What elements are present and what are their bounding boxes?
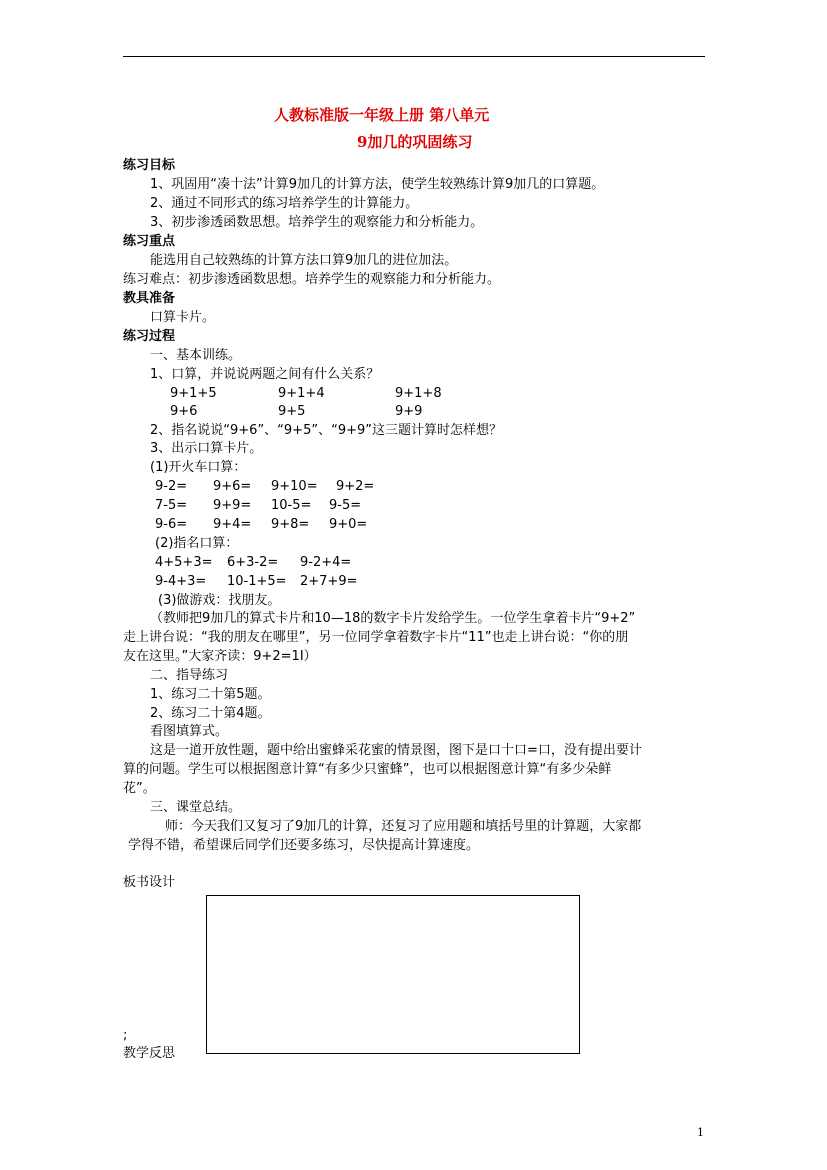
expression: 9+1+4 xyxy=(278,386,325,401)
expression: 9+1+5 xyxy=(170,386,217,401)
expression: 10-1+5= xyxy=(227,574,287,589)
expression: 9+2= xyxy=(336,479,375,494)
expression: 9-2= xyxy=(155,479,188,494)
expression: 9+0= xyxy=(329,517,368,532)
tools-heading: 教具准备 xyxy=(123,291,176,306)
board-design-label: 板书设计 xyxy=(123,875,176,890)
semicolon-mark: ; xyxy=(123,1028,128,1043)
game-text: （教师把9加几的算式卡片和10—18的数字卡片发给学生。一位学生拿着卡片“9+2” xyxy=(150,611,636,626)
game-text: 走上讲台说：“我的朋友在哪里”，另一位同学拿着数字卡片“11”也走上讲台说：“你的朋 xyxy=(123,630,629,645)
expression: 9+6= xyxy=(213,479,252,494)
expression: 9-6= xyxy=(155,517,188,532)
expression: 9+9 xyxy=(395,404,423,419)
focus-heading: 练习重点 xyxy=(123,234,176,249)
tools-text: 口算卡片。 xyxy=(150,310,216,325)
expression: 9+1+8 xyxy=(395,386,442,401)
expression: 9-2+4= xyxy=(300,555,352,570)
doc-title: 人教标准版一年级上册 第八单元 xyxy=(274,106,490,124)
process-heading: 练习过程 xyxy=(123,329,176,344)
summary-text: 学得不错，希望课后同学们还要多练习，尽快提高计算速度。 xyxy=(128,838,480,853)
open-question-text: 算的问题。学生可以根据图意计算“有多少只蜜蜂”，也可以根据图意计算“有多少朵鲜 xyxy=(123,762,612,777)
game-text: 友在这里。”大家齐读：9+2=1I） xyxy=(123,649,317,664)
summary-text: 师：今天我们又复习了9加几的计算，还复习了应用题和填括号里的计算题，大家都 xyxy=(165,819,642,834)
section-summary: 三、课堂总结。 xyxy=(150,800,242,815)
question-1: 1、口算，并说说两题之间有什么关系？ xyxy=(150,367,380,382)
goal-item: 2、通过不同形式的练习培养学生的计算能力。 xyxy=(150,196,419,211)
practice-item: 1、练习二十第5题。 xyxy=(150,687,271,702)
expression: 9+6 xyxy=(170,404,198,419)
page-number: 1 xyxy=(697,1126,704,1139)
goal-item: 1、巩固用“凑十法”计算9加几的计算方法，使学生较熟练计算9加几的口算题。 xyxy=(150,177,605,192)
focus-text: 能选用自己较熟练的计算方法口算9加几的进位加法。 xyxy=(150,253,458,268)
named-heading: (2)指名口算： xyxy=(155,536,239,551)
board-design-box xyxy=(206,895,580,1054)
expression: 9+8= xyxy=(271,517,310,532)
expression: 9+4= xyxy=(213,517,252,532)
section-basic-training: 一、基本训练。 xyxy=(150,348,242,363)
goal-item: 3、初步渗透函数思想。培养学生的观察能力和分析能力。 xyxy=(150,215,484,230)
game-heading: (3)做游戏：找朋友。 xyxy=(158,593,281,608)
expression: 9+5 xyxy=(278,404,306,419)
expression: 7-5= xyxy=(155,498,188,513)
expression: 9+10= xyxy=(271,479,318,494)
goal-heading: 练习目标 xyxy=(123,158,176,173)
doc-subtitle: 9加几的巩固练习 xyxy=(357,133,473,151)
question-3: 3、出示口算卡片。 xyxy=(150,441,263,456)
section-guided-practice: 二、指导练习 xyxy=(150,668,229,683)
train-heading: (1)开火车口算： xyxy=(150,460,247,475)
expression: 6+3-2= xyxy=(227,555,279,570)
open-question-text: 这是一道开放性题，题中给出蜜蜂采花蜜的情景图，图下是口十口=口，没有提出要计 xyxy=(150,743,642,758)
open-question-text: 花”。 xyxy=(123,781,156,796)
expression: 9-4+3= xyxy=(155,574,207,589)
practice-item: 2、练习二十第4题。 xyxy=(150,706,271,721)
header-rule xyxy=(123,56,705,57)
look-fill-text: 看图填算式。 xyxy=(150,724,229,739)
difficulty-text: 练习难点：初步渗透函数思想。培养学生的观察能力和分析能力。 xyxy=(123,272,501,287)
expression: 2+7+9= xyxy=(300,574,358,589)
expression: 10-5= xyxy=(271,498,312,513)
reflection-label: 教学反思 xyxy=(123,1046,176,1061)
question-2: 2、指名说说“9+6”、“9+5”、“9+9”这三题计算时怎样想？ xyxy=(150,423,502,438)
expression: 9+9= xyxy=(213,498,252,513)
expression: 4+5+3= xyxy=(155,555,213,570)
expression: 9-5= xyxy=(329,498,362,513)
